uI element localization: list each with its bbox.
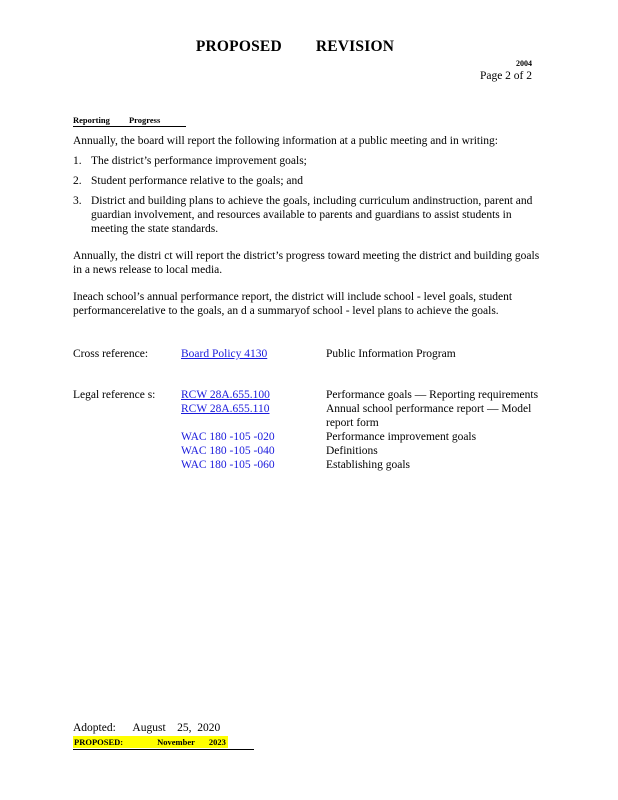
proposed-date-line	[73, 736, 254, 750]
list-item-text: Student performance relative to the goals; and	[91, 175, 304, 187]
annual-report-paragraph: Ineach school’s annual performance report, the district will include school - level goals, student performancerelative to the goals, an d a summaryof school - level plans to achieve the goals.	[73, 291, 513, 317]
proposed-year: 2023	[208, 737, 226, 747]
page-number: Page 2 of 2	[479, 70, 532, 82]
legal-reference-link[interactable]: RCW 28A.655.100	[181, 389, 270, 401]
cross-reference-label: Cross reference:	[73, 348, 149, 360]
title-word-revision: REVISION	[315, 38, 395, 55]
intro-paragraph: Annually, the board will report the following information at a public meeting and in writing:	[73, 135, 498, 147]
legal-reference-description: Performance improvement goals	[326, 431, 477, 443]
cross-reference-description: Public Information Program	[326, 348, 456, 360]
legal-reference-description: Annual school performance report — Model report form	[326, 403, 532, 429]
legal-reference-code: WAC 180 -105 -020	[181, 431, 275, 443]
proposed-month: November	[157, 737, 195, 747]
proposed-label: PROPOSED:	[74, 737, 124, 747]
policy-year: 2004	[516, 59, 532, 68]
legal-reference-code: WAC 180 -105 -060	[181, 459, 275, 471]
proposed-date	[74, 736, 226, 748]
legal-reference-description: Establishing goals	[326, 459, 411, 471]
document-title	[0, 38, 590, 56]
section-heading-underline	[73, 126, 186, 127]
legal-reference-label: Legal reference s:	[73, 389, 156, 401]
section-heading: Reporting Progress	[73, 115, 161, 125]
legal-reference-link[interactable]: RCW 28A.655.110	[181, 403, 270, 415]
list-item-text: The district’s performance improvement goals;	[91, 155, 307, 167]
list-item-number: 1.	[73, 155, 82, 167]
adopted-date: Adopted: August 25, 2020	[73, 722, 221, 734]
list-item-text: District and building plans to achieve the goals, including curriculum andinstruction, parent and guardian involvement, and resources available to parents and guardians to assist students in meeting the state standards.	[91, 195, 533, 235]
legal-reference-code: WAC 180 -105 -040	[181, 445, 275, 457]
cross-reference-link[interactable]: Board Policy 4130	[181, 348, 268, 360]
legal-reference-description: Definitions	[326, 445, 378, 457]
title-word-proposed: PROPOSED	[195, 38, 282, 55]
progress-paragraph: Annually, the distri ct will report the district’s progress toward meeting the district and building goals in a news release to local media.	[73, 250, 540, 276]
list-item-number: 3.	[73, 195, 82, 207]
legal-reference-description: Performance goals — Reporting requirements	[326, 389, 539, 401]
list-item-number: 2.	[73, 175, 82, 187]
